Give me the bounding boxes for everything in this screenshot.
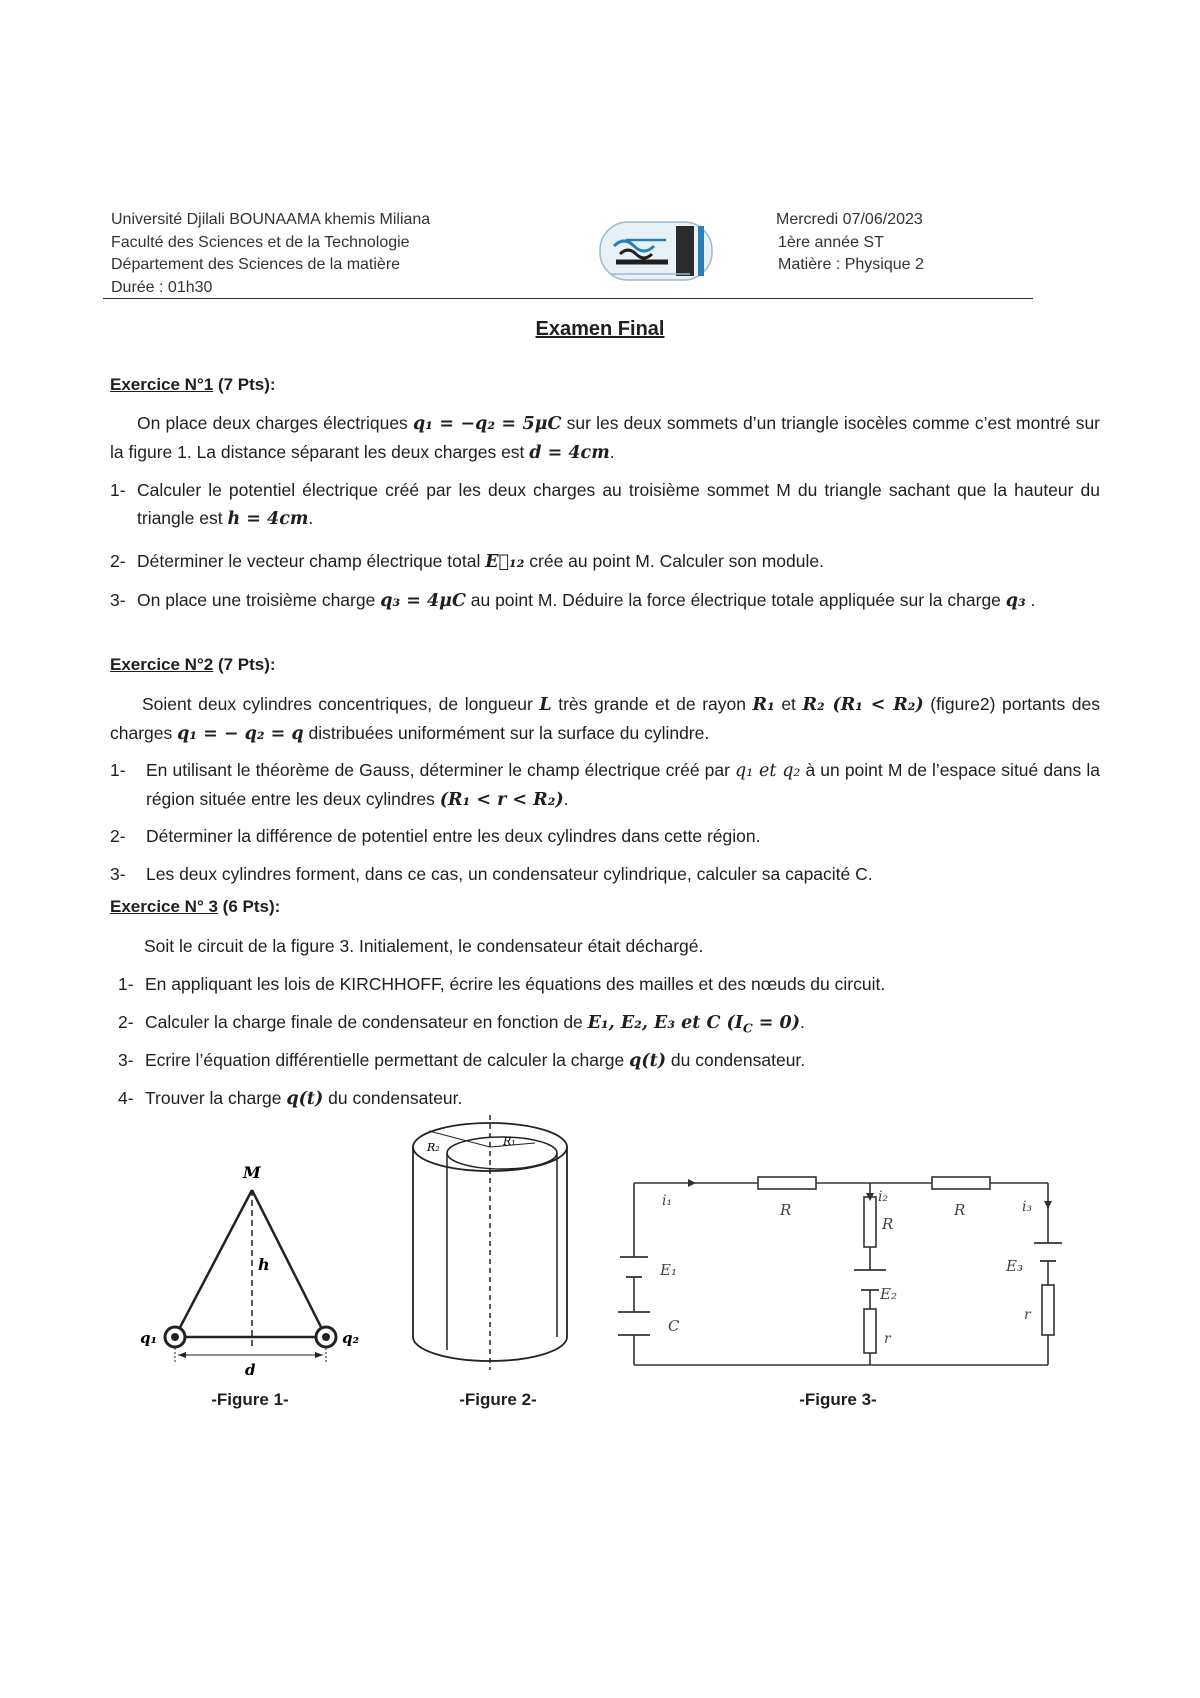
- exercise3-points: (6 Pts):: [217, 897, 281, 916]
- ex2-intro-d: (figure2) portants des charges: [110, 694, 1100, 743]
- ex3-q4-text: Trouver la charge: [145, 1088, 287, 1108]
- label-d: d: [245, 1361, 256, 1379]
- resistor-R-middle: [864, 1197, 876, 1247]
- label-R1: R₁: [503, 1135, 516, 1148]
- ex2-question-3: [110, 860, 1100, 888]
- ex2-intro-e: distribuées uniformément sur la surface du cylindre.: [303, 723, 710, 743]
- ex2-q1-number: 1-: [110, 760, 126, 780]
- charge-q1-center: [171, 1333, 179, 1341]
- ex1-height-formula: h = 4cm: [227, 509, 309, 529]
- exercise2-intro: [110, 690, 1100, 748]
- label-R-right: R: [954, 1201, 966, 1219]
- ex1-field-vector: E⃗₁₂: [485, 552, 525, 572]
- ex2-q2-number: 2-: [110, 826, 126, 846]
- ex2-q2-text: Déterminer la différence de potentiel entre les deux cylindres dans cette région.: [146, 826, 761, 846]
- page-title: [0, 318, 1200, 341]
- label-q2: q₂: [342, 1329, 360, 1347]
- ex3-q3-text: Ecrire l’équation différentielle permettant de calculer la charge: [145, 1050, 630, 1070]
- ex2-intro-c: et: [774, 694, 803, 714]
- current-i1-arrow-icon: [688, 1179, 696, 1187]
- ex1-question-3: [110, 586, 1100, 615]
- ex1-q3-number: 3-: [110, 590, 126, 610]
- ex3-q1-number: 1-: [118, 974, 134, 994]
- ex3-question-3: [118, 1046, 1098, 1075]
- ex3-question-2: [118, 1008, 1098, 1043]
- exercise1-points: (7 Pts):: [213, 375, 276, 394]
- figure2-cylinders: [405, 1115, 575, 1370]
- exercise2-heading: Exercice N°2: [110, 655, 214, 674]
- ex2-intro-b: très grande et de rayon: [551, 694, 753, 714]
- label-r-right: r: [1024, 1307, 1031, 1323]
- ex2-question-2: [110, 822, 1100, 850]
- ex1-charges-formula: q₁ = −q₂ = 5μC: [413, 414, 562, 434]
- figure1-triangle: [130, 1150, 380, 1380]
- ex3-q2-number: 2-: [118, 1012, 134, 1032]
- ex3-q2-text: Calculer la charge finale de condensateur en fonction de: [145, 1012, 588, 1032]
- ex2-q1-end: .: [563, 789, 569, 809]
- resistor-r-right: [1042, 1285, 1054, 1335]
- ex3-q2-end: .: [800, 1012, 805, 1032]
- ex3-q4-end: du condensateur.: [323, 1088, 463, 1108]
- label-R2: R₂: [427, 1141, 440, 1154]
- duration: Durée : 01h30: [111, 278, 213, 296]
- ex2-q1-text-b: à un point M de l’espace situé dans la région située entre les deux cylindres: [146, 760, 1100, 809]
- resistor-R-right: [932, 1177, 990, 1189]
- label-R-left: R: [780, 1201, 792, 1219]
- exam-date: Mercredi 07/06/2023: [776, 211, 923, 228]
- label-i3: i₃: [1022, 1199, 1033, 1215]
- d-arrow-right: [315, 1352, 323, 1358]
- ex2-q1-region: (R₁ < r < R₂): [439, 790, 564, 810]
- title-text: Examen Final: [535, 318, 665, 340]
- ex3-q2-formula-end: = 0): [752, 1013, 800, 1033]
- university-logo: [590, 214, 730, 290]
- resistor-R-left: [758, 1177, 816, 1189]
- triangle-left-side: [175, 1190, 252, 1337]
- faculty-name: Faculté des Sciences et de la Technologie: [111, 233, 410, 251]
- charge-q2-center: [322, 1333, 330, 1341]
- subject: Matière : Physique 2: [778, 256, 924, 273]
- ex2-q3-number: 3-: [110, 864, 126, 884]
- ex1-q1-text: Calculer le potentiel électrique créé par les deux charges au troisième sommet M du triangle sachant que la hauteur du triangle est: [137, 480, 1100, 528]
- ex3-q1-text: En appliquant les lois de KIRCHHOFF, écrire les équations des mailles et des nœuds du circuit.: [145, 974, 886, 994]
- ex2-question-1: [110, 756, 1100, 814]
- ex3-q3-number: 3-: [118, 1050, 134, 1070]
- exercise2-points: (7 Pts):: [213, 655, 276, 674]
- ex3-question-4: [118, 1084, 1098, 1113]
- ex1-intro-c: .: [609, 442, 615, 462]
- exercise3-heading: Exercice N° 3: [110, 897, 218, 916]
- ex1-q2-text: Déterminer le vecteur champ électrique total: [137, 551, 486, 571]
- label-E3: E₃: [1006, 1257, 1023, 1275]
- exercise1-heading: Exercice N°1: [110, 375, 214, 394]
- label-C: C: [668, 1317, 680, 1335]
- ex3-q2-subscript: C: [742, 1020, 753, 1036]
- ex1-q1-end: .: [308, 508, 314, 528]
- ex1-intro-b: sur les deux sommets d’un triangle isocèles comme c’est montré sur la figure 1. La distance séparant les deux charges est: [110, 413, 1101, 462]
- d-arrow-left: [178, 1352, 186, 1358]
- ex2-q1-charges: q₁ et q₂: [735, 761, 801, 781]
- ex3-q3-formula: q(t): [629, 1051, 667, 1071]
- figure3-caption: -Figure 3-: [799, 1390, 877, 1409]
- ex2-q3-text: Les deux cylindres forment, dans ce cas, un condensateur cylindrique, calculer sa capacité C.: [146, 864, 873, 884]
- resistor-r-middle: [864, 1309, 876, 1353]
- label-M: M: [243, 1163, 261, 1182]
- header-divider: [103, 298, 1033, 299]
- ex3-q2-formula: E₁, E₂, E₃ et C (I: [587, 1013, 743, 1033]
- ex1-question-1: [110, 476, 1100, 533]
- label-E1: E₁: [660, 1261, 677, 1279]
- ex1-question-2: [110, 547, 1100, 576]
- exercise1-intro: [110, 409, 1100, 467]
- figure1-caption: -Figure 1-: [211, 1390, 289, 1409]
- label-q1: q₁: [140, 1329, 158, 1347]
- current-i3-arrow-icon: [1044, 1201, 1052, 1209]
- exercise2-title: [110, 655, 276, 675]
- ex1-intro-a: On place deux charges électriques: [137, 413, 413, 433]
- ex2-intro-a: Soient deux cylindres concentriques, de longueur: [142, 694, 540, 714]
- label-h: h: [258, 1255, 270, 1274]
- figure2-caption: -Figure 2-: [459, 1390, 537, 1409]
- ex1-q3-end: .: [1025, 590, 1036, 610]
- ex3-q4-number: 4-: [118, 1088, 134, 1108]
- department-name: Département des Sciences de la matière: [111, 256, 401, 273]
- university-name: Université Djilali BOUNAAMA khemis Miliana: [111, 211, 431, 228]
- ex1-q1-number: 1-: [110, 480, 126, 500]
- ex1-distance-formula: d = 4cm: [529, 443, 610, 463]
- ex1-q3-text-b: au point M. Déduire la force électrique totale appliquée sur la charge: [465, 590, 1006, 610]
- ex2-radius1: R₁: [752, 695, 775, 715]
- ex3-q4-formula: q(t): [286, 1089, 324, 1109]
- ex1-q3-charge: q₃: [1005, 591, 1026, 611]
- label-i2: i₂: [878, 1189, 889, 1205]
- header-left: [111, 209, 430, 299]
- study-year: 1ère année ST: [778, 233, 884, 251]
- ex1-q2-end: crée au point M. Calculer son module.: [524, 551, 824, 571]
- inner-cylinder-top: [447, 1137, 557, 1169]
- label-E2: E₂: [880, 1285, 897, 1303]
- figure3-circuit: [610, 1165, 1070, 1385]
- label-R-middle: R: [882, 1215, 894, 1233]
- exercise1-title: [110, 375, 276, 395]
- ex2-radius2: R₂ (R₁ < R₂): [802, 695, 924, 715]
- ex3-q3-end: du condensateur.: [666, 1050, 806, 1070]
- header-right: [776, 209, 924, 277]
- ex1-q3-formula: q₃ = 4μC: [380, 591, 466, 611]
- label-r-middle: r: [884, 1331, 891, 1347]
- ex1-q2-number: 2-: [110, 551, 126, 571]
- label-i1: i₁: [662, 1193, 673, 1209]
- ex3-question-1: [118, 970, 1098, 998]
- exercise3-intro: Soit le circuit de la figure 3. Initialement, le condensateur était déchargé.: [144, 936, 704, 956]
- ex2-length: L: [539, 695, 552, 715]
- ex2-charges-formula: q₁ = − q₂ = q: [177, 724, 304, 744]
- ex1-q3-text: On place une troisième charge: [137, 590, 381, 610]
- exercise3-title: [110, 897, 280, 917]
- ex2-q1-text: En utilisant le théorème de Gauss, déterminer le champ électrique créé par: [146, 760, 736, 780]
